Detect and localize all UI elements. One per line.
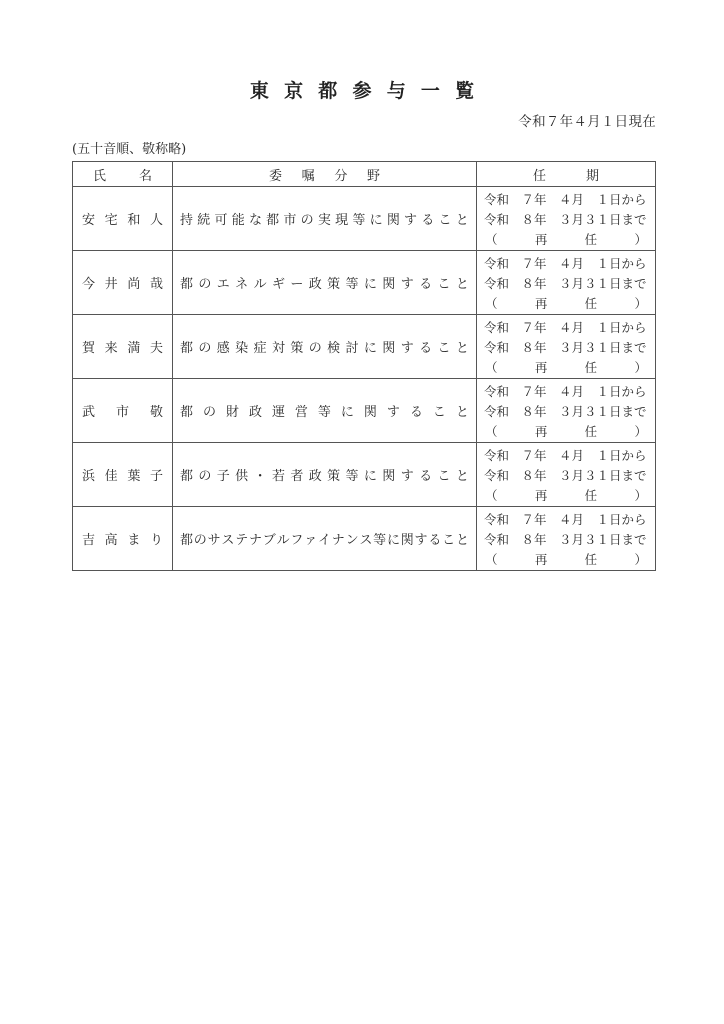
term-start: 令和 ７年 ４月 １日から xyxy=(484,319,647,335)
page-title: 東京都参与一覧 xyxy=(249,80,490,102)
term-cell xyxy=(477,187,656,251)
field-cell xyxy=(173,187,477,251)
advisor-name: 賀 来 満 夫 xyxy=(82,341,163,356)
table-row xyxy=(73,507,656,571)
field-cell xyxy=(173,507,477,571)
term-reappointment: （ 再 任 ） xyxy=(485,295,647,311)
term-cell xyxy=(477,507,656,571)
term-start: 令和 ７年 ４月 １日から xyxy=(484,191,647,207)
term-cell xyxy=(477,315,656,379)
field-cell xyxy=(173,379,477,443)
column-header-field: 委 嘱 分 野 xyxy=(269,168,380,184)
commission-field: 都 の サ ス テ ナ ブ ル フ ァ イ ナ ン ス 等 に 関 す る こ と xyxy=(180,533,469,548)
field-cell xyxy=(173,443,477,507)
table-row xyxy=(73,187,656,251)
column-header-name: 氏 名 xyxy=(93,168,152,184)
table-row xyxy=(73,443,656,507)
term-start: 令和 ７年 ４月 １日から xyxy=(484,255,647,271)
field-cell xyxy=(173,315,477,379)
term-start: 令和 ７年 ４月 １日から xyxy=(484,447,647,463)
advisor-name: 吉 高 ま り xyxy=(82,533,163,548)
name-cell xyxy=(73,443,173,507)
commission-field: 都 の 子 供 ・ 若 者 政 策 等 に 関 す る こ と xyxy=(180,469,469,484)
term-end: 令和 ８年 ３月３１日まで xyxy=(484,339,647,355)
name-cell xyxy=(73,379,173,443)
name-cell xyxy=(73,187,173,251)
term-end: 令和 ８年 ３月３１日まで xyxy=(484,531,647,547)
commission-field: 持 続 可 能 な 都 市 の 実 現 等 に 関 す る こ と xyxy=(180,213,469,228)
table-row xyxy=(73,379,656,443)
term-cell xyxy=(477,251,656,315)
commission-field: 都 の エ ネ ル ギ ー 政 策 等 に 関 す る こ と xyxy=(180,277,469,292)
name-cell xyxy=(73,507,173,571)
header-cell-field xyxy=(173,162,477,187)
term-end: 令和 ８年 ３月３１日まで xyxy=(484,211,647,227)
term-start: 令和 ７年 ４月 １日から xyxy=(484,511,647,527)
term-end: 令和 ８年 ３月３１日まで xyxy=(484,403,647,419)
term-start: 令和 ７年 ４月 １日から xyxy=(484,383,647,399)
term-cell xyxy=(477,443,656,507)
column-header-term: 任 期 xyxy=(533,168,599,184)
header-row xyxy=(73,162,656,187)
term-reappointment: （ 再 任 ） xyxy=(485,423,647,439)
field-cell xyxy=(173,251,477,315)
term-reappointment: （ 再 任 ） xyxy=(485,551,647,567)
commission-field: 都 の 財 政 運 営 等 に 関 す る こ と xyxy=(180,405,469,420)
advisor-name: 今 井 尚 哉 xyxy=(82,277,163,292)
advisors-table xyxy=(72,161,656,571)
advisor-name: 武 市 敬 xyxy=(82,405,163,420)
as-of-date: 令和７年４月１日現在 xyxy=(518,114,656,130)
name-cell xyxy=(73,251,173,315)
term-reappointment: （ 再 任 ） xyxy=(485,231,647,247)
term-cell xyxy=(477,379,656,443)
term-end: 令和 ８年 ３月３１日まで xyxy=(484,275,647,291)
name-cell xyxy=(73,315,173,379)
header-cell-name xyxy=(73,162,173,187)
table-row xyxy=(73,251,656,315)
sort-order-note: (五十音順、敬称略) xyxy=(72,142,187,157)
commission-field: 都 の 感 染 症 対 策 の 検 討 に 関 す る こ と xyxy=(180,341,469,356)
table-row xyxy=(73,315,656,379)
header-cell-term xyxy=(477,162,656,187)
advisor-name: 浜 佳 葉 子 xyxy=(82,469,163,484)
term-reappointment: （ 再 任 ） xyxy=(485,487,647,503)
advisor-name: 安 宅 和 人 xyxy=(82,213,163,228)
term-reappointment: （ 再 任 ） xyxy=(485,359,647,375)
term-end: 令和 ８年 ３月３１日まで xyxy=(484,467,647,483)
